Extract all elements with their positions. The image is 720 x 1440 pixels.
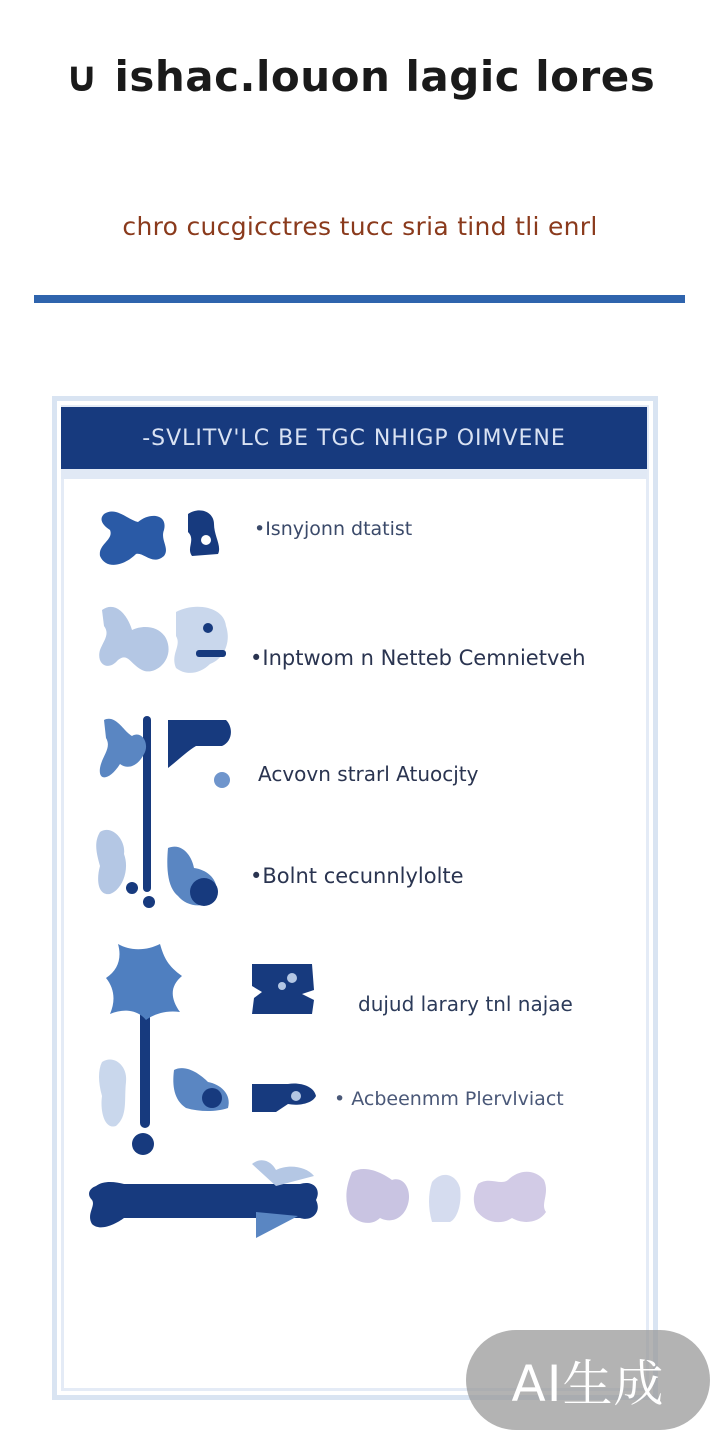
star-puzzle-icon [106, 944, 182, 1020]
faded-puzzle-icon [474, 1172, 546, 1222]
page-title: ∪ ishac.louon lagic lores [64, 52, 656, 101]
item-label-2: •Inptwom n Netteb Cemnietveh [250, 646, 586, 670]
dog-icon-collar [196, 650, 226, 657]
box-icon-dot [291, 1091, 301, 1101]
dog-icon-eye [203, 623, 213, 633]
figure-icon-dot [126, 882, 138, 894]
faded-puzzle-icon [346, 1169, 409, 1223]
puzzle-icon [100, 512, 166, 565]
dog-icon [174, 607, 228, 673]
figure-icon-dot [190, 878, 218, 906]
connector-node-bottom [132, 1133, 154, 1155]
item-label-4: •Bolnt cecunnlylolte [250, 864, 464, 888]
item-label-6: • Acbeenmm Plervlviact [334, 1088, 564, 1110]
box-icon-dot [278, 982, 286, 990]
connector-node-top [143, 896, 155, 908]
figure-icon [173, 1068, 228, 1111]
pointer-triangle [256, 1212, 298, 1238]
page-subtitle: chro cucgicctres tucc sria tind tli enrl [122, 212, 598, 241]
puzzle-icon [99, 1059, 126, 1126]
connector-line-bottom [140, 1004, 150, 1128]
puzzle-icon [99, 607, 168, 672]
cloud-icon [252, 1160, 314, 1186]
puzzle-icon [100, 719, 146, 778]
faded-figure-icon [429, 1175, 461, 1222]
puzzle-icon [96, 830, 126, 894]
item-label-5: dujud larary tnl najae [358, 992, 573, 1016]
figure-icon-dot [201, 535, 211, 545]
box-icon [252, 1084, 316, 1113]
figure-icon-dot [202, 1088, 222, 1108]
ai-generated-watermark: AI生成 [466, 1330, 710, 1430]
box-icon-dot [287, 973, 297, 983]
flag-icon [168, 720, 231, 768]
flag-icon-dot [214, 772, 230, 788]
figure-icon [188, 510, 219, 556]
card-header: -SVLITV'LC BE TGC NHIGP OIMVENE [61, 407, 647, 469]
item-label-3: Acvovn strarl Atuocjty [258, 762, 479, 786]
item-label-1: •Isnyjonn dtatist [254, 518, 413, 540]
